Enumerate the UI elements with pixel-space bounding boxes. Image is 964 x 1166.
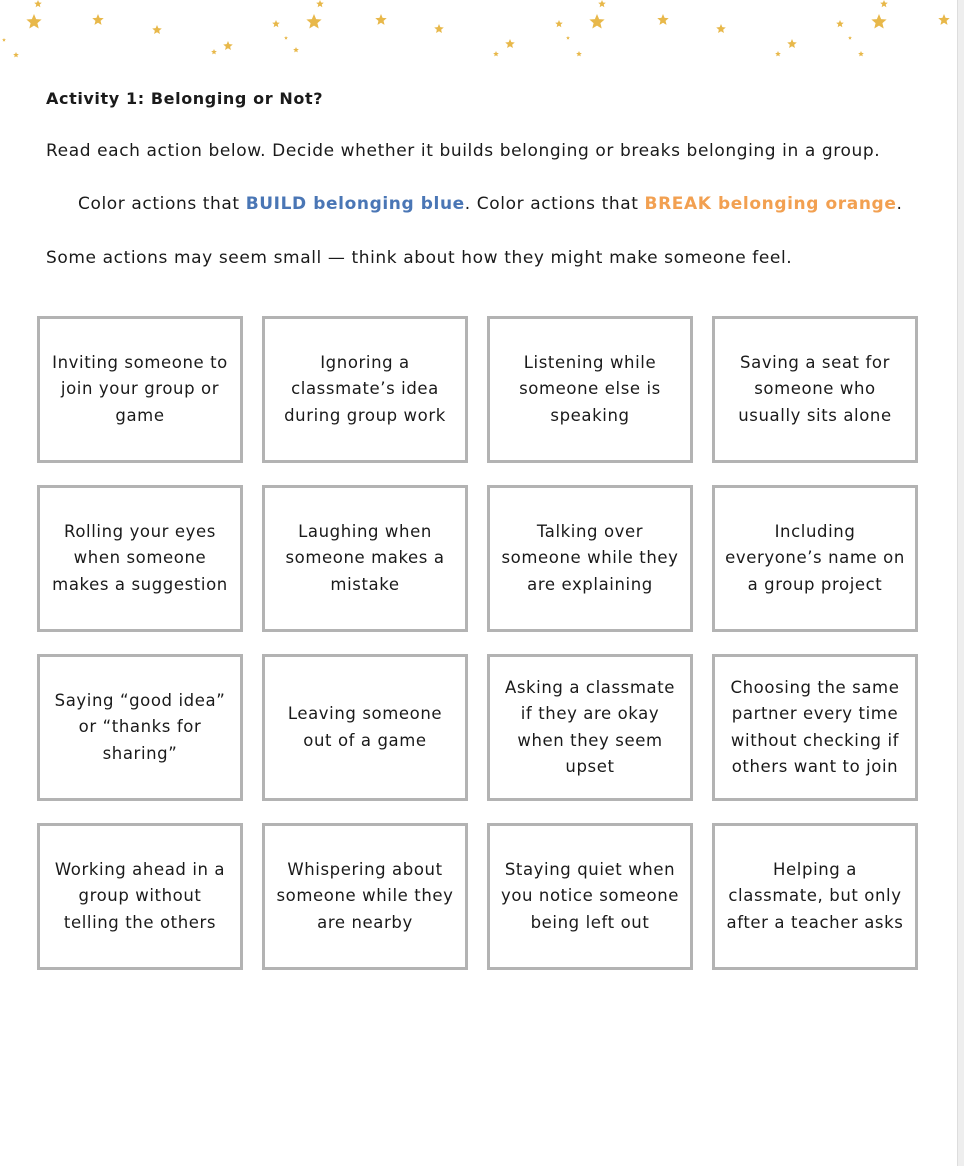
action-card-text: Rolling your eyes when someone makes a suggestion — [52, 521, 228, 594]
action-card[interactable] — [487, 316, 693, 463]
instruction-line-2-end: . — [896, 194, 903, 214]
instruction-line-2 — [78, 194, 902, 214]
instruction-line-2-start: Color actions that — [78, 194, 246, 214]
gold-star-icon — [589, 14, 604, 28]
action-card[interactable] — [487, 823, 693, 970]
page-edge — [957, 0, 964, 1166]
gold-star-icon — [375, 14, 386, 25]
gold-star-icon — [775, 51, 781, 56]
action-card[interactable] — [37, 485, 243, 632]
action-card-text: Staying quiet when you notice someone being left out — [500, 859, 680, 932]
gold-star-icon — [598, 0, 606, 7]
gold-star-icon — [657, 14, 668, 25]
action-card-text: Leaving someone out of a game — [287, 704, 443, 750]
action-card[interactable] — [37, 316, 243, 463]
action-card-text: Saving a seat for someone who usually sits alone — [738, 352, 892, 425]
action-card-text: Including everyone’s name on a group project — [725, 521, 905, 594]
star-border-decoration — [0, 0, 958, 70]
action-card[interactable] — [37, 654, 243, 801]
action-card-grid — [37, 316, 918, 970]
action-card-text: Whispering about someone while they are nearby — [276, 859, 454, 932]
action-card-text: Talking over someone while they are explaining — [501, 521, 679, 594]
gold-star-icon — [13, 52, 19, 57]
gold-star-icon — [880, 0, 888, 7]
action-card-text: Inviting someone to join your group or game — [52, 352, 228, 425]
gold-star-icon — [211, 49, 217, 54]
action-card-text: Listening while someone else is speaking — [519, 352, 661, 425]
gold-star-icon — [716, 24, 726, 33]
gold-star-icon — [284, 36, 288, 40]
gold-star-icon — [306, 14, 321, 28]
instruction-line-2-middle: . Color actions that — [464, 194, 645, 214]
gold-star-icon — [848, 36, 852, 40]
instruction-line-1: Read each action below. Decide whether it builds belonging or breaks belonging in a group. — [46, 141, 881, 161]
gold-star-icon — [871, 14, 886, 28]
action-card[interactable] — [262, 823, 468, 970]
action-card[interactable] — [712, 823, 918, 970]
gold-star-icon — [34, 0, 42, 7]
action-card[interactable] — [487, 485, 693, 632]
gold-star-icon — [223, 41, 233, 50]
action-card-text: Ignoring a classmate’s idea during group work — [284, 352, 446, 425]
action-card[interactable] — [712, 654, 918, 801]
gold-star-icon — [858, 51, 864, 56]
gold-star-icon — [505, 39, 515, 48]
gold-star-icon — [566, 36, 570, 40]
action-card[interactable] — [712, 485, 918, 632]
gold-star-icon — [836, 20, 844, 27]
action-card-text: Asking a classmate if they are okay when they seem upset — [504, 677, 676, 776]
activity-title: Activity 1: Belonging or Not? — [46, 89, 324, 108]
gold-star-icon — [2, 38, 6, 42]
gold-star-icon — [316, 0, 324, 7]
action-card[interactable] — [262, 316, 468, 463]
action-card-text: Working ahead in a group without telling the others — [54, 859, 226, 932]
action-card-text: Choosing the same partner every time without checking if others want to join — [730, 677, 900, 776]
action-card-text: Laughing when someone makes a mistake — [285, 521, 445, 594]
gold-star-icon — [493, 51, 499, 56]
gold-star-icon — [576, 51, 582, 56]
build-belonging-text: BUILD belonging blue — [245, 194, 465, 214]
gold-star-icon — [434, 24, 444, 33]
gold-star-icon — [555, 20, 563, 27]
action-card[interactable] — [37, 823, 243, 970]
action-card[interactable] — [262, 485, 468, 632]
gold-star-icon — [26, 14, 41, 28]
action-card-text: Helping a classmate, but only after a teacher asks — [726, 859, 904, 932]
gold-star-icon — [272, 20, 280, 27]
action-card[interactable] — [487, 654, 693, 801]
gold-star-icon — [152, 25, 162, 34]
action-card[interactable] — [262, 654, 468, 801]
break-belonging-text: BREAK belonging orange — [644, 194, 897, 214]
gold-star-icon — [938, 14, 949, 25]
instruction-line-3: Some actions may seem small — think about how they might make someone feel. — [46, 248, 793, 268]
gold-star-icon — [293, 47, 299, 52]
gold-star-icon — [92, 14, 103, 25]
action-card-text: Saying “good idea” or “thanks for sharing” — [54, 690, 226, 763]
gold-star-icon — [787, 39, 797, 48]
action-card[interactable] — [712, 316, 918, 463]
